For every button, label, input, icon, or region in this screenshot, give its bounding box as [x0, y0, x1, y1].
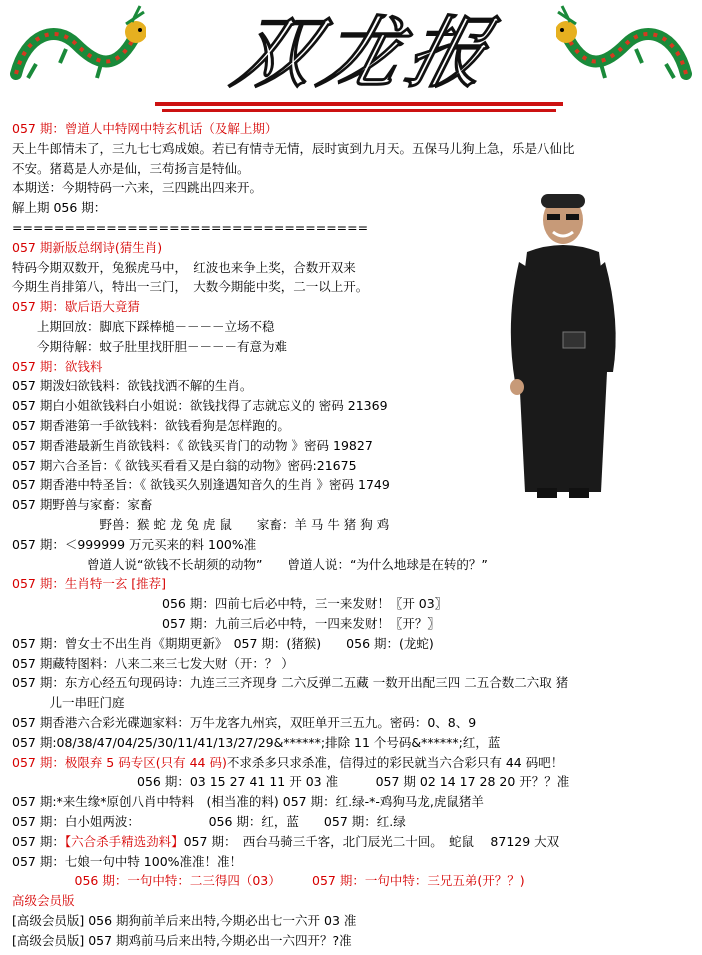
text-line: 特码今期双数开，兔猴虎马中， 红波也来争上奖，合数开双来 — [12, 259, 356, 275]
text-line: 057 期：＜999999 万元买来的料 100%准 — [12, 536, 257, 552]
text-line: 今期待解：蚊子肚里找肝胆－－－－有意为难 — [12, 338, 288, 354]
text-line: 057 期:08/38/47/04/25/30/11/41/13/27/29&******;排除 11 个号码&******;红，蓝 — [12, 734, 501, 750]
text-line: 儿一串旺门庭 — [12, 695, 125, 711]
text-line: 曾道人说“欲钱不长胡须的动物” 曾道人说：“为什么地球是在转的？” — [12, 556, 488, 572]
body-text: 057 期： — [12, 833, 65, 849]
text-line: 本期送：今期特码一六来，三四跳出四来开。 — [12, 180, 263, 196]
text-line: 057 期：曾道人中特网中特玄机话（及解上期） — [12, 121, 278, 136]
text-line: 057 期：东方心经五句现码诗：九连三三齐现身 二六反弹二五藏 一数开出配三四 二五合数二六取 猪 — [12, 675, 569, 691]
text-line: 057 期：歇后语大竟猜 — [12, 299, 140, 315]
text-line: 057 期香港中特圣旨：《 欲钱买久别逢遇知音久的生肖 》密码 1749 — [12, 477, 390, 493]
text-line: 天上牛郎情未了，三九七七鸡成娘。若已有情寺无情，辰时寅到九月天。五保马儿狗上急，乐是八仙比 — [12, 140, 575, 156]
text-line: 解上期 056 期： — [12, 200, 107, 216]
title-underline — [162, 109, 556, 112]
text-line — [12, 833, 559, 850]
title-underline — [155, 102, 563, 106]
text-line: 056 期：一句中特：二三得四（03） 057 期：一句中特：三兄五弟(开？？) — [12, 873, 525, 889]
text-line: 057 期野兽与家畜：家畜 — [12, 497, 153, 513]
portrait-image — [497, 182, 627, 500]
text-line: 057 期：生肖特一玄 [推荐] — [12, 576, 167, 592]
text-line: 057 期：欲钱料 — [12, 358, 103, 374]
text-line: 057 期新版总纲诗(猜生肖) — [12, 239, 163, 255]
text-line: 野兽：猴 蛇 龙 兔 虎 鼠 家畜：羊 马 牛 猪 狗 鸡 — [12, 517, 390, 532]
text-line: [高级会员版] 056 期狗前羊后来出特,今期必出七一六开 03 准 — [12, 913, 357, 928]
text-line: 今期生肖排第八，特出一三门， 大数今期能中奖，二一以上开。 — [12, 279, 369, 295]
text-line: 057 期:*来生缘*原创八肖中特料 (相当准的料) 057 期：红.绿-*-鸡狗马龙,虎鼠猪羊 — [12, 794, 484, 810]
text-line — [12, 754, 563, 771]
text-line: 上期回放：脚底下踩棒槌－－－－立场不稳 — [12, 319, 275, 334]
text-line: 057 期香港六合彩光碟迦家料：万牛龙客九州宾，双旺单开三五九。密码：0、8、9 — [12, 715, 477, 730]
text-line: 057 期：七娘一句中特 100%准准！准！ — [12, 853, 243, 869]
text-line: 高级会员版 — [12, 893, 75, 909]
dragon-icon — [556, 4, 696, 100]
highlight-text: 057 期：极限弃 5 码专区(只有 44 码) — [12, 754, 227, 770]
dragon-icon — [6, 4, 146, 100]
text-line: [高级会员版] 057 期鸡前马后来出特,今期必出一六四开？?准 — [12, 932, 352, 948]
page-title: 双龙报 — [224, 9, 506, 99]
text-line: 057 期泼妇欲钱料：欲钱找洒不解的生肖。 — [12, 378, 253, 394]
text-line: 057 期：白小姐两波： 056 期：红，蓝 057 期：红.绿 — [12, 814, 406, 829]
text-line: 057 期香港第一手欲钱料：欲钱看狗是怎样跑的。 — [12, 418, 290, 433]
text-line: 057 期六合圣旨：《 欲钱买看看又是白翁的动物》密码:21675 — [12, 457, 357, 473]
text-line: ================================== — [12, 220, 369, 235]
text-line: 057 期白小姐欲钱料白小姐说：欲钱找得了志就忘义的 密码 21369 — [12, 398, 388, 414]
body-text: 057 期： 西台马骑三千客，北门辰光二十回。 蛇鼠 87129 大双 — [183, 833, 560, 849]
text-line: 056 期：四前七后必中特，三一来发财！〖开 03〗 — [12, 596, 448, 612]
highlight-text: 【六合杀手精选劲料】 — [64, 833, 184, 849]
text-line: 057 期藏特图料：八来二来三七发大财（开：？ ） — [12, 655, 294, 671]
text-line: 057 期：九前三后必中特，一四来发财！〖开？〗 — [12, 616, 440, 631]
text-line: 057 期：曾女士不出生肖《期期更新》 057 期：(猪猴) 056 期：(龙蛇) — [12, 635, 434, 651]
text-line: 不安。猪葛是人亦是仙，三苟扬言是特仙。 — [12, 160, 250, 176]
text-line: 057 期香港最新生肖欲钱料：《 欲钱买肯门的动物 》密码 19827 — [12, 437, 373, 453]
text-line: 056 期：03 15 27 41 11 开 03 准 057 期 02 14 17 28 20 开？？准 — [12, 774, 570, 790]
masthead — [0, 0, 702, 118]
body-text: 不求杀多只求杀准，信得过的彩民就当六合彩只有 44 码吧！ — [226, 754, 564, 770]
